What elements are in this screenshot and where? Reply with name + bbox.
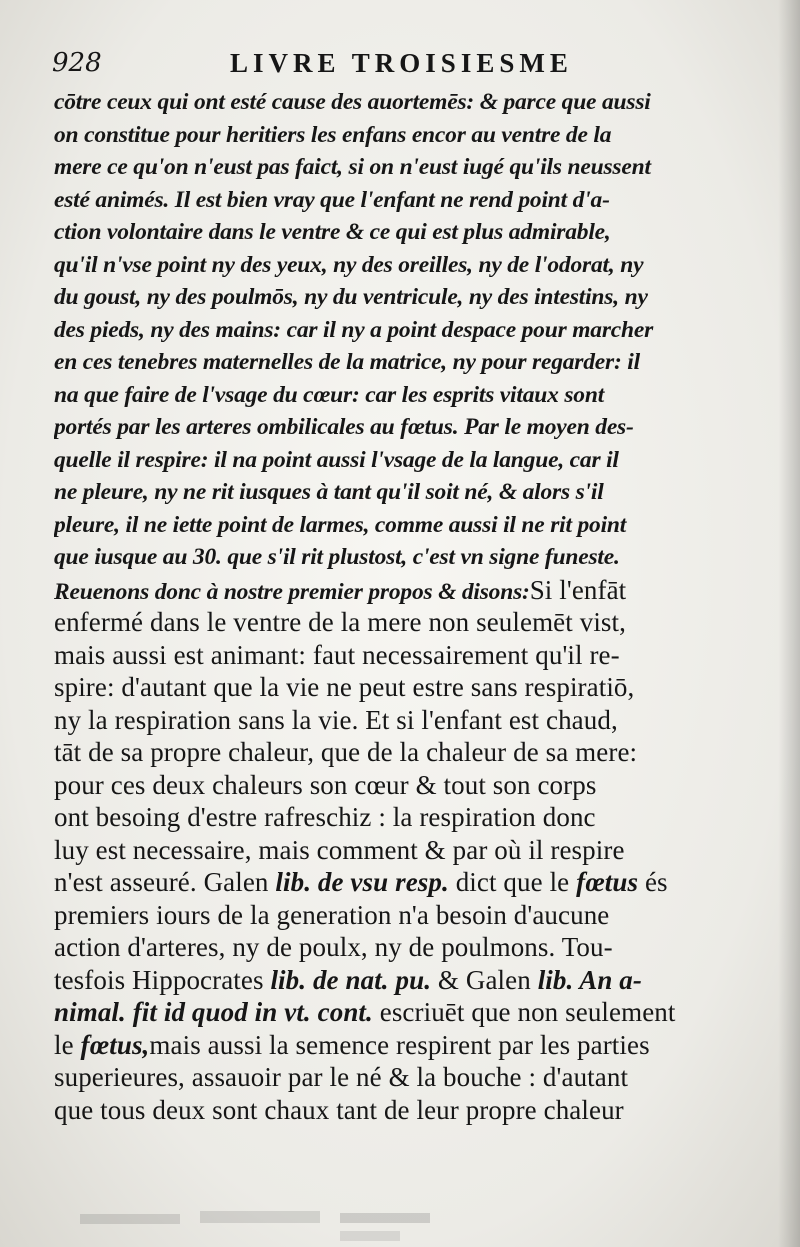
text-line: action d'arteres, ny de poulx, ny de poulmons. Tou- xyxy=(54,932,613,962)
text-line: cōtre ceux qui ont esté cause des auortemēs: & parce que aussi xyxy=(54,89,651,115)
text-line: portés par les arteres ombilicales au fœtus. Par le moyen des- xyxy=(54,414,634,440)
roman-run: le xyxy=(54,1029,81,1060)
text-line: mais aussi est animant: faut necessairement qu'il re- xyxy=(54,639,620,670)
italic-word: fœtus, xyxy=(80,1029,150,1060)
text-line-mixed xyxy=(54,574,784,607)
show-through-shadow xyxy=(60,1205,440,1247)
text-line: quelle il respire: il na point aussi l'vsage de la langue, car il xyxy=(54,446,619,473)
text-line: ne pleure, ny ne rit iusques à tant qu'il soit né, & alors s'il xyxy=(54,479,604,505)
running-title: LIVRE TROISIESME xyxy=(230,48,573,78)
text-line: que iusque au 30. que s'il rit plustost, c'est vn signe funeste. xyxy=(54,544,620,570)
roman-run: tesfois Hippocrates xyxy=(54,964,271,995)
text-line: pour ces deux chaleurs son cœur & tout son corps xyxy=(54,769,597,800)
bleed-texture xyxy=(60,1205,440,1247)
roman-run: dict que le xyxy=(448,867,577,897)
citation: lib. An a- xyxy=(537,964,642,995)
text-line: tāt de sa propre chaleur, que de la chaleur de sa mere: xyxy=(54,737,638,767)
text-line-citation xyxy=(54,964,784,997)
text-line: ny la respiration sans la vie. Et si l'enfant est chaud, xyxy=(54,704,618,735)
page-header xyxy=(52,44,752,86)
text-line: ont besoing d'estre rafreschiz : la respiration donc xyxy=(54,802,596,832)
italic-word: fœtus xyxy=(576,867,639,897)
citation: lib. de nat. pu. xyxy=(270,964,432,995)
text-line: mere ce qu'on n'eust pas faict, si on n'eust iugé qu'ils neussent xyxy=(54,154,651,180)
text-line-citation xyxy=(54,996,784,1029)
text-line: que tous deux sont chaux tant de leur propre chaleur xyxy=(54,1094,624,1125)
citation: nimal. fit id quod in vt. cont. xyxy=(54,997,373,1027)
text-line-mixed xyxy=(54,1029,784,1062)
text-line: premiers iours de la generation n'a besoin d'aucune xyxy=(54,899,610,930)
roman-run: n'est asseuré. Galen xyxy=(54,867,276,897)
text-line: ction volontaire dans le ventre & ce qui est plus admirable, xyxy=(54,219,611,245)
citation: lib. de vsu resp. xyxy=(275,867,449,897)
text-line: on constitue pour heritiers les enfans encor au ventre de la xyxy=(54,121,612,148)
text-line: qu'il n'vse point ny des yeux, ny des oreilles, ny de l'odorat, ny xyxy=(54,251,644,278)
roman-run: mais aussi la semence respirent par les parties xyxy=(149,1029,650,1060)
roman-run: Si l'enfāt xyxy=(529,574,627,605)
text-line: esté animés. Il est bien vray que l'enfant ne rend point d'a- xyxy=(54,186,610,213)
roman-run: és xyxy=(638,867,668,897)
text-line: en ces tenebres maternelles de la matrice, ny pour regarder: il xyxy=(54,349,640,375)
text-line-citation xyxy=(54,866,784,899)
roman-run: escriuēt que non seulement xyxy=(372,997,676,1027)
roman-run: & Galen xyxy=(431,964,538,995)
text-line: enfermé dans le ventre de la mere non seulemēt vist, xyxy=(54,607,626,637)
italic-run: Reuenons donc à nostre premier propos & disons: xyxy=(54,578,530,605)
page-text xyxy=(54,86,784,1126)
text-line: luy est necessaire, mais comment & par où il respire xyxy=(54,834,625,865)
page-number: 928 xyxy=(52,48,102,78)
text-line: superieures, assauoir par le né & la bouche : d'autant xyxy=(54,1062,629,1092)
text-line: na que faire de l'vsage du cœur: car les esprits vitaux sont xyxy=(54,381,605,408)
text-line: des pieds, ny des mains: car il ny a point despace pour marcher xyxy=(54,316,654,343)
text-line: du goust, ny des poulmōs, ny du ventricule, ny des intestins, ny xyxy=(54,284,648,310)
text-line: spire: d'autant que la vie ne peut estre sans respiratiō, xyxy=(54,672,635,702)
text-line: pleure, il ne iette point de larmes, comme aussi il ne rit point xyxy=(54,511,627,538)
